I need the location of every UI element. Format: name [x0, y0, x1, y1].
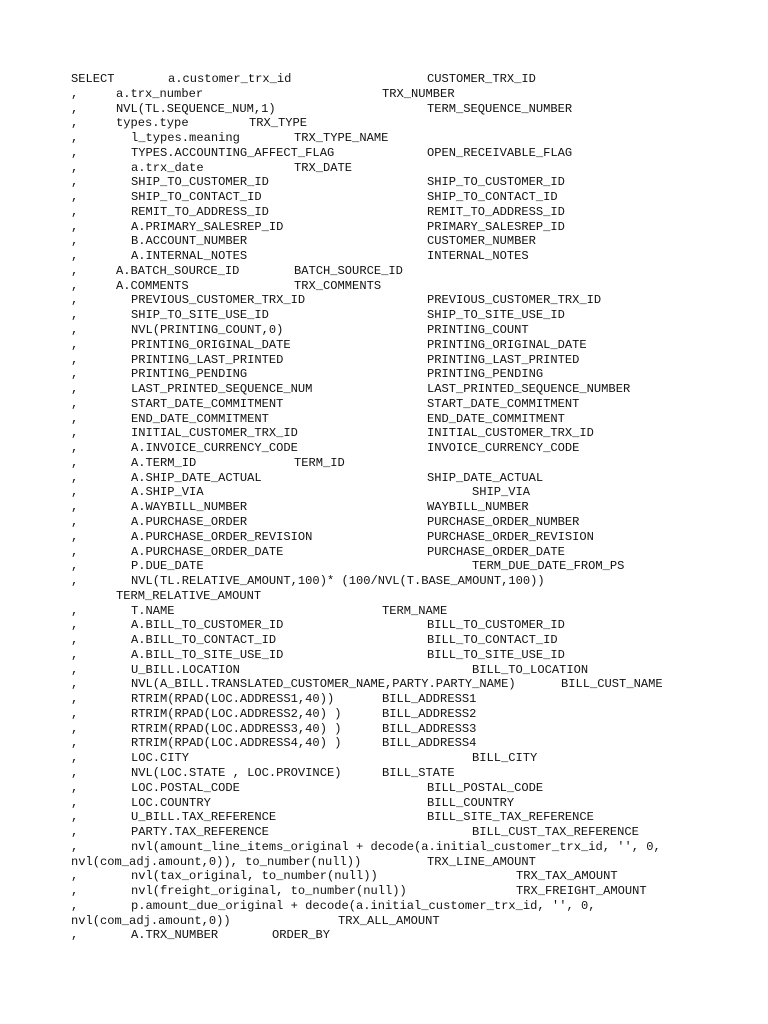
line-separator: ,: [71, 544, 79, 559]
line-separator: ,: [71, 382, 79, 397]
code-line: [0, 131, 768, 146]
line-separator: ,: [71, 736, 79, 751]
code-token: SHIP_TO_CUSTOMER_ID: [427, 175, 565, 190]
code-token: TRX_TYPE_NAME: [294, 131, 389, 146]
code-token: TERM_ID: [294, 455, 345, 470]
code-line: [0, 663, 768, 678]
code-token: nvl(tax_original, to_number(null)): [131, 869, 378, 884]
code-line: [0, 471, 768, 486]
code-line: [0, 367, 768, 382]
line-separator: ,: [71, 633, 79, 648]
code-token: nvl(com_adj.amount,0)): [71, 913, 231, 928]
code-token: LAST_PRINTED_SEQUENCE_NUMBER: [427, 382, 631, 397]
code-line: [0, 190, 768, 205]
code-line: [0, 781, 768, 796]
code-line: [0, 677, 768, 692]
code-line: [0, 530, 768, 545]
code-token: SHIP_TO_CUSTOMER_ID: [131, 175, 269, 190]
code-line: [0, 574, 768, 589]
code-token: BILL_TO_CUSTOMER_ID: [427, 618, 565, 633]
line-separator: ,: [71, 234, 79, 249]
code-token: A.SHIP_VIA: [131, 485, 204, 500]
code-token: LOC.POSTAL_CODE: [131, 780, 240, 795]
code-line: [0, 618, 768, 633]
line-separator: ,: [71, 411, 79, 426]
line-separator: ,: [71, 795, 79, 810]
code-token: A.PURCHASE_ORDER: [131, 514, 248, 529]
code-token: PRIMARY_SALESREP_ID: [427, 219, 565, 234]
line-separator: ,: [71, 825, 79, 840]
code-token: BILL_ADDRESS4: [382, 736, 477, 751]
code-token: A.BILL_TO_CONTACT_ID: [131, 633, 277, 648]
code-line: [0, 220, 768, 235]
code-token: A.INVOICE_CURRENCY_CODE: [131, 441, 298, 456]
code-line: [0, 736, 768, 751]
line-separator: ,: [71, 780, 79, 795]
code-token: LAST_PRINTED_SEQUENCE_NUM: [131, 382, 313, 397]
line-separator: ,: [71, 839, 79, 854]
code-token: A.BILL_TO_CUSTOMER_ID: [131, 618, 284, 633]
code-token: BILL_CUST_NAME: [561, 677, 663, 692]
code-token: WAYBILL_NUMBER: [427, 500, 529, 515]
code-token: A.SHIP_DATE_ACTUAL: [131, 470, 262, 485]
line-separator: ,: [71, 263, 79, 278]
code-token: PRINTING_PENDING: [131, 367, 248, 382]
code-token: T.NAME: [131, 603, 175, 618]
code-token: SHIP_TO_CONTACT_ID: [131, 190, 262, 205]
line-separator: ,: [71, 470, 79, 485]
code-token: CUSTOMER_TRX_ID: [427, 72, 536, 86]
line-separator: ,: [71, 308, 79, 323]
code-token: LOC.CITY: [131, 751, 190, 766]
code-token: A.COMMENTS: [116, 278, 189, 293]
line-separator: ,: [71, 500, 79, 515]
code-token: PRINTING_LAST_PRINTED: [131, 352, 284, 367]
code-token: BILL_CITY: [472, 751, 538, 766]
code-line: [0, 884, 768, 899]
code-token: l_types.meaning: [131, 131, 240, 146]
code-token: PRINTING_ORIGINAL_DATE: [131, 337, 291, 352]
line-separator: ,: [71, 426, 79, 441]
code-token: A.PURCHASE_ORDER_REVISION: [131, 529, 313, 544]
code-line: [0, 899, 768, 914]
code-token: BILL_ADDRESS3: [382, 721, 477, 736]
line-separator: ,: [71, 485, 79, 500]
code-token: TRX_TYPE: [249, 116, 308, 131]
code-token: BATCH_SOURCE_ID: [294, 263, 403, 278]
code-line: [0, 264, 768, 279]
code-line: [0, 116, 768, 131]
code-token: TERM_DUE_DATE_FROM_PS: [472, 559, 625, 574]
code-token: U_BILL.TAX_REFERENCE: [131, 810, 277, 825]
code-token: PURCHASE_ORDER_DATE: [427, 544, 565, 559]
line-separator: ,: [71, 765, 79, 780]
code-token: p.amount_due_original + decode(a.initial_customer_trx_id, '', 0,: [131, 898, 596, 913]
line-separator: ,: [71, 928, 79, 943]
code-line: [0, 146, 768, 161]
line-separator: ,: [71, 249, 79, 264]
code-token: PREVIOUS_CUSTOMER_TRX_ID: [131, 293, 306, 308]
line-separator: ,: [71, 219, 79, 234]
code-token: A.BILL_TO_SITE_USE_ID: [131, 647, 284, 662]
line-separator: ,: [71, 323, 79, 338]
line-separator: ,: [71, 337, 79, 352]
sql-document: [0, 72, 768, 943]
code-token: TERM_NAME: [382, 603, 448, 618]
code-token: INITIAL_CUSTOMER_TRX_ID: [131, 426, 298, 441]
code-token: A.WAYBILL_NUMBER: [131, 500, 248, 515]
code-token: PARTY.TAX_REFERENCE: [131, 825, 269, 840]
code-token: NVL(PRINTING_COUNT,0): [131, 323, 284, 338]
code-line: [0, 485, 768, 500]
code-token: BILL_STATE: [382, 765, 455, 780]
line-separator: ,: [71, 751, 79, 766]
code-token: BILL_ADDRESS1: [382, 692, 477, 707]
code-token: BILL_ADDRESS2: [382, 706, 477, 721]
code-token: A.INTERNAL_NOTES: [131, 249, 248, 264]
line-separator: ,: [71, 574, 79, 589]
code-token: NVL(A_BILL.TRANSLATED_CUSTOMER_NAME,PARTY.PARTY_NAME): [131, 677, 516, 692]
code-line: [0, 279, 768, 294]
code-line: [0, 234, 768, 249]
code-token: START_DATE_COMMITMENT: [131, 396, 284, 411]
code-line: [0, 604, 768, 619]
code-line: [0, 293, 768, 308]
code-token: TRX_ALL_AMOUNT: [338, 913, 440, 928]
code-token: REMIT_TO_ADDRESS_ID: [131, 204, 269, 219]
code-line: [0, 161, 768, 176]
code-token: BILL_CUST_TAX_REFERENCE: [472, 825, 639, 840]
code-token: a.customer_trx_id: [168, 72, 292, 86]
code-line: [0, 500, 768, 515]
code-line: [0, 810, 768, 825]
code-token: SELECT: [71, 72, 115, 86]
code-line: [0, 515, 768, 530]
code-line: [0, 175, 768, 190]
code-line: [0, 87, 768, 102]
line-separator: ,: [71, 721, 79, 736]
line-separator: ,: [71, 131, 79, 146]
line-separator: ,: [71, 869, 79, 884]
code-line: [0, 323, 768, 338]
code-token: PURCHASE_ORDER_REVISION: [427, 529, 594, 544]
code-token: P.DUE_DATE: [131, 559, 204, 574]
code-token: BILL_TO_CONTACT_ID: [427, 633, 558, 648]
line-separator: ,: [71, 810, 79, 825]
code-line: [0, 633, 768, 648]
code-line: [0, 441, 768, 456]
code-token: END_DATE_COMMITMENT: [131, 411, 269, 426]
line-separator: ,: [71, 647, 79, 662]
code-token: RTRIM(RPAD(LOC.ADDRESS3,40) ): [131, 721, 342, 736]
code-line: [0, 426, 768, 441]
code-token: A.TERM_ID: [131, 455, 197, 470]
code-token: PRINTING_COUNT: [427, 323, 529, 338]
line-separator: ,: [71, 190, 79, 205]
code-token: a.trx_number: [116, 86, 204, 101]
code-line: [0, 796, 768, 811]
code-token: TRX_COMMENTS: [294, 278, 382, 293]
code-token: SHIP_VIA: [472, 485, 531, 500]
code-token: TERM_SEQUENCE_NUMBER: [427, 101, 573, 116]
line-separator: ,: [71, 692, 79, 707]
code-line: [0, 397, 768, 412]
code-token: PRINTING_ORIGINAL_DATE: [427, 337, 587, 352]
code-token: NVL(TL.RELATIVE_AMOUNT,100)* (100/NVL(T.BASE_AMOUNT,100)): [131, 574, 545, 589]
code-token: TRX_LINE_AMOUNT: [427, 854, 536, 869]
code-token: RTRIM(RPAD(LOC.ADDRESS1,40)): [131, 692, 335, 707]
code-line: [0, 914, 768, 929]
code-line: [0, 338, 768, 353]
code-token: nvl(amount_line_items_original + decode(a.initial_customer_trx_id, '', 0,: [131, 839, 661, 854]
code-line: [0, 692, 768, 707]
line-separator: ,: [71, 884, 79, 899]
code-token: U_BILL.LOCATION: [131, 662, 240, 677]
line-separator: ,: [71, 618, 79, 633]
line-separator: ,: [71, 529, 79, 544]
code-token: PRINTING_PENDING: [427, 367, 544, 382]
code-line: [0, 559, 768, 574]
line-separator: ,: [71, 706, 79, 721]
code-line: [0, 382, 768, 397]
code-token: BILL_POSTAL_CODE: [427, 780, 544, 795]
line-separator: ,: [71, 677, 79, 692]
code-token: LOC.COUNTRY: [131, 795, 211, 810]
code-token: INTERNAL_NOTES: [427, 249, 529, 264]
code-token: NVL(TL.SEQUENCE_NUM,1): [116, 101, 276, 116]
code-line: [0, 102, 768, 117]
code-token: BILL_TO_LOCATION: [472, 662, 589, 677]
line-separator: ,: [71, 367, 79, 382]
code-token: types.type: [116, 116, 189, 131]
line-separator: ,: [71, 175, 79, 190]
code-token: SHIP_DATE_ACTUAL: [427, 470, 544, 485]
code-token: BILL_SITE_TAX_REFERENCE: [427, 810, 594, 825]
code-token: nvl(freight_original, to_number(null)): [131, 884, 407, 899]
code-token: PRINTING_LAST_PRINTED: [427, 352, 580, 367]
line-separator: ,: [71, 559, 79, 574]
code-line: [0, 648, 768, 663]
line-separator: ,: [71, 514, 79, 529]
code-line: [0, 589, 768, 604]
code-line: [0, 766, 768, 781]
code-token: TRX_TAX_AMOUNT: [516, 869, 618, 884]
line-separator: ,: [71, 293, 79, 308]
line-separator: ,: [71, 160, 79, 175]
code-token: a.trx_date: [131, 160, 204, 175]
code-line: [0, 869, 768, 884]
code-token: INVOICE_CURRENCY_CODE: [427, 441, 580, 456]
code-token: REMIT_TO_ADDRESS_ID: [427, 204, 565, 219]
code-token: TRX_FREIGHT_AMOUNT: [516, 884, 647, 899]
code-token: RTRIM(RPAD(LOC.ADDRESS2,40) ): [131, 706, 342, 721]
code-token: A.PRIMARY_SALESREP_ID: [131, 219, 284, 234]
code-token: SHIP_TO_CONTACT_ID: [427, 190, 558, 205]
code-token: END_DATE_COMMITMENT: [427, 411, 565, 426]
code-line: [0, 456, 768, 471]
line-separator: ,: [71, 898, 79, 913]
code-line: [0, 308, 768, 323]
code-token: SHIP_TO_SITE_USE_ID: [427, 308, 565, 323]
code-line: [0, 722, 768, 737]
code-token: TERM_RELATIVE_AMOUNT: [116, 588, 262, 603]
code-token: START_DATE_COMMITMENT: [427, 396, 580, 411]
line-separator: ,: [71, 116, 79, 131]
code-token: BILL_COUNTRY: [427, 795, 515, 810]
code-token: TRX_NUMBER: [382, 86, 455, 101]
code-line: [0, 72, 768, 87]
code-token: B.ACCOUNT_NUMBER: [131, 234, 248, 249]
line-separator: ,: [71, 352, 79, 367]
code-line: [0, 840, 768, 855]
code-line: [0, 545, 768, 560]
code-token: INITIAL_CUSTOMER_TRX_ID: [427, 426, 594, 441]
code-token: BILL_TO_SITE_USE_ID: [427, 647, 565, 662]
line-separator: ,: [71, 278, 79, 293]
line-separator: ,: [71, 455, 79, 470]
line-separator: ,: [71, 145, 79, 160]
code-token: TYPES.ACCOUNTING_AFFECT_FLAG: [131, 145, 335, 160]
code-token: ORDER_BY: [272, 928, 331, 943]
line-separator: ,: [71, 86, 79, 101]
code-line: [0, 412, 768, 427]
line-separator: ,: [71, 396, 79, 411]
code-line: [0, 751, 768, 766]
code-token: A.BATCH_SOURCE_ID: [116, 263, 240, 278]
code-token: A.PURCHASE_ORDER_DATE: [131, 544, 284, 559]
code-token: PURCHASE_ORDER_NUMBER: [427, 514, 580, 529]
line-separator: ,: [71, 603, 79, 618]
code-token: RTRIM(RPAD(LOC.ADDRESS4,40) ): [131, 736, 342, 751]
code-line: [0, 928, 768, 943]
code-token: OPEN_RECEIVABLE_FLAG: [427, 145, 573, 160]
line-separator: ,: [71, 441, 79, 456]
code-line: [0, 353, 768, 368]
code-token: nvl(com_adj.amount,0)), to_number(null)): [71, 854, 362, 869]
code-token: CUSTOMER_NUMBER: [427, 234, 536, 249]
line-separator: ,: [71, 662, 79, 677]
code-line: [0, 205, 768, 220]
code-line: [0, 855, 768, 870]
code-token: PREVIOUS_CUSTOMER_TRX_ID: [427, 293, 602, 308]
code-line: [0, 707, 768, 722]
line-separator: ,: [71, 204, 79, 219]
line-separator: ,: [71, 101, 79, 116]
code-line: [0, 249, 768, 264]
code-token: SHIP_TO_SITE_USE_ID: [131, 308, 269, 323]
code-line: [0, 825, 768, 840]
code-token: NVL(LOC.STATE , LOC.PROVINCE): [131, 765, 342, 780]
code-token: TRX_DATE: [294, 160, 353, 175]
code-token: A.TRX_NUMBER: [131, 928, 219, 943]
